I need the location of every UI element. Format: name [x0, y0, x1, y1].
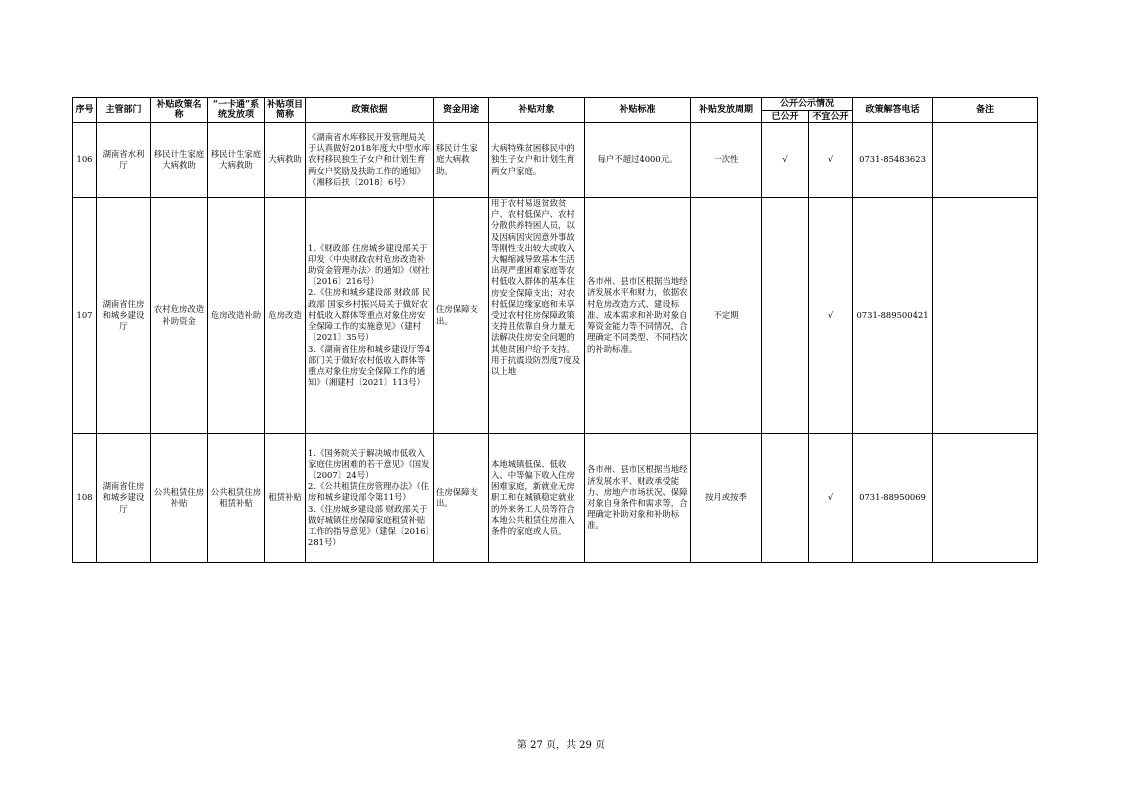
cell-short-name: 租赁补贴	[265, 434, 306, 563]
cell-phone: 0731-85483623	[853, 123, 933, 198]
table-row	[73, 123, 1038, 198]
cell-policy-name: 移民计生家庭大病救助	[151, 123, 208, 198]
cell-dept: 湖南省住房和城乡建设厅	[97, 434, 151, 563]
cell-basis: 《湖南省水库移民开发管理局关于认真做好2018年度大中型水库农村移民独生子女户和计划生育两女户奖励及扶助工作的通知》（湘移后扶〔2018〕6号）	[306, 123, 434, 198]
cell-seq: 108	[73, 434, 97, 563]
cell-seq: 107	[73, 198, 97, 434]
header-standard: 补贴标准	[585, 98, 691, 123]
cell-target: 本地城镇低保、低收入、中等偏下收入住房困难家庭，新就业无房职工和在城镇稳定就业的外来务工人员等符合本地公共租赁住房准入条件的家庭或人员。	[489, 434, 585, 563]
header-public: 公开公示情况	[762, 98, 853, 111]
cell-target: 用于农村易返贫致贫户、农村低保户、农村分散供养特困人员，以及因病因灾因意外事故等刚性支出较大或收入大幅缩减导致基本生活出现严重困难家庭等农村低收入群体的基本住房安全保障支出；对农村低保边缘家庭和未享受过农村住房保障政策支持且依靠自身力量无法解决住房安全问题的其他贫困户给予支持。用于抗震设防烈度7度及以上地	[489, 198, 585, 434]
header-public-no: 不宜公开	[809, 111, 853, 123]
cell-short-name: 危房改造	[265, 198, 306, 434]
cell-basis: 1.《国务院关于解决城市低收入家庭住房困难的若干意见》（国发〔2007〕24号） 2.《公共租赁住房管理办法》（住房和城乡建设部令第11号） 3.《住房城乡建设部 财政部关于做好城镇住房保障家庭租赁补贴工作的指导意见》（建保〔2016〕281号）	[306, 434, 434, 563]
cell-dept: 湖南省水利厅	[97, 123, 151, 198]
cell-seq: 106	[73, 123, 97, 198]
cell-remark	[933, 123, 1038, 198]
cell-public-yes	[762, 198, 809, 434]
header-cycle: 补贴发放周期	[691, 98, 762, 123]
cell-fund-use: 移民计生家庭大病救助。	[434, 123, 489, 198]
cell-card-name: 公共租赁住房租赁补贴	[208, 434, 265, 563]
header-fund-use: 资金用途	[434, 98, 489, 123]
cell-remark	[933, 198, 1038, 434]
cell-public-yes	[762, 434, 809, 563]
cell-fund-use: 住房保障支出。	[434, 198, 489, 434]
cell-standard: 各市州、县市区根据当地经济发展水平、财政承受能力、房地产市场状况、保障对象自身条件和需求等，合理确定补助对象和补助标准。	[585, 434, 691, 563]
cell-policy-name: 农村危房改造补助资金	[151, 198, 208, 434]
cell-phone: 0731-88950069	[853, 434, 933, 563]
cell-cycle: 一次性	[691, 123, 762, 198]
cell-card-name: 危房改造补助	[208, 198, 265, 434]
header-short-name: 补贴项目简称	[265, 98, 306, 123]
cell-standard: 每户不超过4000元。	[585, 123, 691, 198]
header-dept: 主管部门	[97, 98, 151, 123]
header-basis: 政策依据	[306, 98, 434, 123]
cell-fund-use: 住房保障支出。	[434, 434, 489, 563]
page-footer: 第 27 页，共 29 页	[516, 740, 606, 751]
cell-public-no: √	[809, 434, 853, 563]
cell-remark	[933, 434, 1038, 563]
cell-cycle: 按月或按季	[691, 434, 762, 563]
header-policy-name: 补贴政策名称	[151, 98, 208, 123]
header-card-name: “一卡通”系统发放项	[208, 98, 265, 123]
header-public-yes: 已公开	[762, 111, 809, 123]
table-row	[73, 198, 1038, 434]
cell-public-yes: √	[762, 123, 809, 198]
header-phone: 政策解答电话	[853, 98, 933, 123]
table-row	[73, 434, 1038, 563]
cell-public-no: √	[809, 123, 853, 198]
header-seq: 序号	[73, 98, 97, 123]
cell-dept: 湖南省住房和城乡建设厅	[97, 198, 151, 434]
header-target: 补贴对象	[489, 98, 585, 123]
cell-standard: 各市州、县市区根据当地经济发展水平和财力，依据农村危房改造方式、建设标准、成本需求和补助对象自筹资金能力等不同情况，合理确定不同类型、不同档次的补助标准。	[585, 198, 691, 434]
cell-target: 大病特殊贫困移民中的独生子女户和计划生育两女户家庭。	[489, 123, 585, 198]
cell-policy-name: 公共租赁住房补贴	[151, 434, 208, 563]
cell-phone: 0731-889500421	[853, 198, 933, 434]
cell-basis: 1.《财政部 住房城乡建设部关于印发〈中央财政农村危房改造补助资金管理办法〉的通知》（财社〔2016〕216号） 2.《住房和城乡建设部 财政部 民政部 国家乡村振兴局关于做好农村低收入群体等重点对象住房安全保障工作的实施意见》（建村〔2021〕35号） 3.《湖南省住房和城乡建设厅等4部门关于做好农村低收入群体等重点对象住房安全保障工作的通知》（湘建村〔2021〕113号）	[306, 198, 434, 434]
cell-cycle: 不定期	[691, 198, 762, 434]
cell-public-no: √	[809, 198, 853, 434]
policy-table	[72, 97, 1038, 563]
header-remark: 备注	[933, 98, 1038, 123]
cell-short-name: 大病救助	[265, 123, 306, 198]
cell-card-name: 移民计生家庭大病救助	[208, 123, 265, 198]
